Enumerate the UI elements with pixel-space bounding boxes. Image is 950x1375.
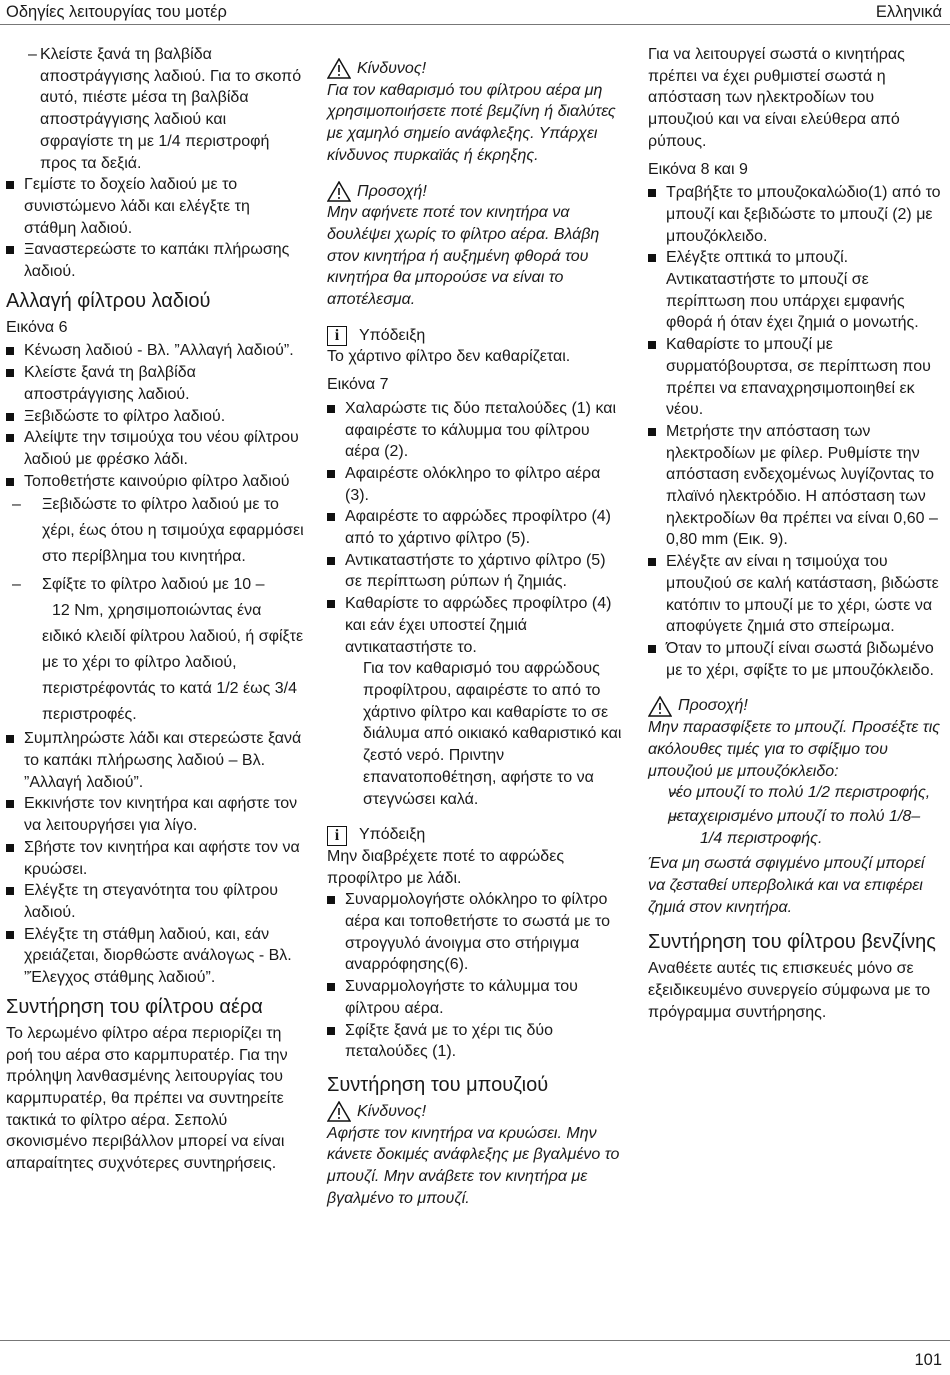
warning-triangle-icon [327, 181, 351, 202]
figure-ref: Εικόνα 8 και 9 [648, 160, 748, 178]
bullet-item: Συμπληρώστε λάδι και στερεώστε ξανά το καπάκι πλήρωσης λαδιού – Βλ. ”Αλλαγή λαδιού”. [6, 728, 304, 793]
warning-title [327, 58, 625, 80]
note-title [327, 824, 625, 846]
warning-text: Για τον καθαρισμό του φίλτρου αέρα μη χρησιμοποιήσετε ποτέ βεμζίνη ή διαλύτες με χαμηλό σημείο ανάφλεξης. Υπάρχει κίνδυνος πυρκαϊάς ή έκρηξης. [327, 81, 616, 164]
bullet-item: Συναρμολογήστε το κάλυμμα του φίλτρου αέρα. [327, 976, 625, 1019]
note-text: Το χάρτινο φίλτρο δεν καθαρίζεται. [327, 348, 571, 366]
header-title: Οδηγίες λειτουργίας του μοτέρ [6, 3, 227, 21]
bullet-item: Τραβήξτε το μπουζοκαλώδιο(1) από το μπουζί και ξεβιδώστε το μπουζί (2) με μπουζόκλειδο. [648, 182, 944, 247]
section-heading-spark-plug: Συντήρηση του μπουζιού [327, 1073, 549, 1096]
bullet-item: Αφαιρέστε ολόκληρο το φίλτρο αέρα (3). [327, 463, 625, 506]
warning-text: Μην αφήνετε ποτέ τον κινητήρα να δουλέψει χωρίς το φίλτρο αέρα. Βλάβη στον κινητήρα ή αυξημένη φθορά του κινητήρα θα μπορούσε να είναι το αποτέλεσμα. [327, 204, 600, 309]
warning-text: Αφήστε τον κινητήρα να κρυώσει. Μην κάνετε δοκιμές ανάφλεξης με βγαλμένο το μπουζί. Μην ανάβετε τον κινητήρα με βγαλμένο το μπουζί. [327, 1124, 620, 1207]
bullet-item: Συναρμολογήστε ολόκληρο το φίλτρο αέρα και τοποθετήστε το σωστά με το στρογγυλό άνοιγμα στο στήριγμα αναρρόφησης(6). [327, 889, 625, 976]
warning-title-text: Προσοχή! [357, 182, 427, 200]
indented-paragraph: Για τον καθαρισμό του αφρώδους προφίλτρου, αφαιρέστε το από το χάρτινο φίλτρο και καθαρίστε το σε διάλυμα από οικιακό καθαριστικό και ζεστό νερό. Πριντην επανατοποθέτηση, αφήστε το να στεγνώσει καλά. [363, 660, 622, 808]
warning-text: Ένα μη σωστά σφιγμένο μπουζί μπορεί να ζεσταθεί υπερβολικά και να επιφέρει ζημιά στον κινητήρα. [648, 855, 925, 916]
bullet-item: Κένωση λαδιού - Βλ. ”Αλλαγή λαδιού”. [6, 340, 304, 362]
bullet-item: Όταν το μπουζί είναι σωστά βιδωμένο με το χέρι, σφίξτε το με μπουζόκλειδο. [648, 638, 944, 681]
header-rule [0, 24, 950, 25]
bullet-item: Αφαιρέστε το αφρώδες προφίλτρο (4) από το χάρτινο φίλτρο (5). [327, 506, 625, 549]
footer-rule [0, 1340, 950, 1341]
figure-ref: Εικόνα 7 [327, 376, 389, 394]
bullet-item: Καθαρίστε το μπουζί με συρματόβουρτσα, σε περίπτωση που πρέπει να επαναχρησιμοποιηθεί εκ νέου. [648, 334, 944, 421]
bullet-item: Ελέγξτε αν είναι η τσιμούχα του μπουζιού σε καλή κατάσταση, βιδώστε κατόπιν το μπουζί με το χέρι, ώστε να αποφύγετε ζημιά στο σπείρωμα. [648, 551, 944, 638]
warning-title-text: Κίνδυνος! [357, 1102, 427, 1120]
warning-title-text: Προσοχή! [678, 697, 748, 715]
dash-item-continued: 1/4 περιστροφής. [700, 829, 823, 847]
warning-triangle-icon [327, 1101, 351, 1122]
warning-triangle-icon [648, 696, 672, 717]
bullet-item: Αλείψτε την τσιμούχα του νέου φίλτρου λαδιού με φρέσκο λάδι. [6, 427, 304, 470]
warning-title [648, 695, 944, 717]
section-heading-air-filter: Συντήρηση του φίλτρου αέρα [6, 995, 263, 1018]
bullet-item: Σβήστε τον κινητήρα και αφήστε τον να κρυώσει. [6, 837, 304, 880]
note-text: Μην διαβρέχετε ποτέ το αφρώδες προφίλτρο με λάδι. [327, 847, 565, 887]
note-title-text: Υπόδειξη [359, 326, 426, 344]
dash-item-continued: 12 Nm, χρησιμοποιώντας ένα ειδικό κλειδί φίλτρου λαδιού, ή σφίξτε με το χέρι το φίλτρο λαδιού, περιστρέφοντάς το κατά 1/2 έως 3/4 περιστροφές. [42, 602, 304, 724]
bullet-item: Σφίξτε ξανά με το χέρι τις δύο πεταλούδες (1). [327, 1020, 625, 1063]
warning-title [327, 181, 625, 203]
section-heading-oil-filter: Αλλαγή φίλτρου λαδιού [6, 289, 211, 312]
bullet-item: Γεμίστε το δοχείο λαδιού με το συνιστώμενο λάδι και ελέγξτε τη στάθμη λαδιού. [6, 174, 304, 239]
note-title-text: Υπόδειξη [359, 826, 426, 844]
bullet-item: Κλείστε ξανά τη βαλβίδα αποστράγγισης λαδιού. [6, 362, 304, 405]
bullet-item: Ξεβιδώστε το φίλτρο λαδιού. [6, 406, 304, 428]
bullet-item: Ελέγξτε τη στεγανότητα του φίλτρου λαδιού. [6, 880, 304, 923]
bullet-item: Ελέγξτε τη στάθμη λαδιού, και, εάν χρειάζεται, διορθώστε ανάλογως - Βλ. ”Έλεγχος στάθμης λαδιού”. [6, 924, 304, 989]
info-icon: i [327, 826, 347, 846]
note-title [327, 325, 625, 347]
warning-title [327, 1101, 625, 1123]
warning-triangle-icon [327, 58, 351, 79]
info-icon: i [327, 326, 347, 346]
column-1 [6, 44, 304, 1175]
bullet-item: Αντικαταστήστε το χάρτινο φίλτρο (5) σε περίπτωση ρύπων ή ζημιάς. [327, 550, 625, 593]
section-heading-fuel-filter: Συντήρηση του φίλτρου βενζίνης [648, 931, 936, 954]
bullet-item: Μετρήστε την απόσταση των ηλεκτροδίων με φίλερ. Ρυθμίστε την απόσταση ενδεχομένως λυγίζοντας το πλαϊνό ηλεκτρόδιο. Η απόσταση των ηλεκτροδίων θα πρέπει να είναι 0,60 – 0,80 mm (Εικ. 9). [648, 421, 944, 551]
warning-title-text: Κίνδυνος! [357, 60, 427, 77]
dash-item: – μεταχειρισμένο μπουζί το πολύ 1/8– [648, 806, 944, 828]
dash-item: – Ξεβιδώστε το φίλτρο λαδιού με το χέρι, έως ότου η τσιμούχα εφαρμόσει στο περίβλημα του κινητήρα. [6, 492, 304, 570]
header-language: Ελληνικά [875, 3, 942, 21]
figure-ref: Εικόνα 6 [6, 318, 68, 336]
bullet-item: Εκκινήστε τον κινητήρα και αφήστε τον να λειτουργήσει για λίγο. [6, 793, 304, 836]
page-header [0, 0, 950, 24]
dash-item: – νέο μπουζί το πολύ 1/2 περιστροφής, [648, 782, 944, 804]
page-number: 101 [914, 1351, 942, 1369]
paragraph: Αναθέετε αυτές τις επισκευές μόνο σε εξειδικευμένο συνεργείο σύμφωνα με το πρόγραμμα συντήρησης. [648, 960, 931, 1021]
paragraph: Το λερωμένο φίλτρο αέρα περιορίζει τη ροή του αέρα στο καρμπυρατέρ. Για την πρόληψη λανθασμένης λειτουργίας του καρμπυρατέρ, θα πρέπει να συντηρείτε τακτικά το φίλτρο αέρα. Σεπολύ σκονισμένο περιβάλλον μπορεί να είναι απαραίτητες συχνότερες συντηρήσεις. [6, 1024, 288, 1173]
paragraph: Για να λειτουργεί σωστά ο κινητήρας πρέπει να έχει ρυθμιστεί σωστά η απόσταση των ηλεκτροδίων του μπουζιού και να είναι ελεύθερα από ρύπους. [648, 46, 905, 150]
warning-text: Μην παρασφίξετε το μπουζί. Προσέξτε τις ακόλουθες τιμές για το σφίξιμο του μπουζιού με μπουζόκλειδο: [648, 719, 941, 780]
column-3 [648, 44, 944, 1024]
bullet-item: Ξαναστερεώστε το καπάκι πλήρωσης λαδιού. [6, 239, 304, 282]
dash-item: – Σφίξτε το φίλτρο λαδιού με 10 – [6, 572, 304, 598]
bullet-item: Χαλαρώστε τις δύο πεταλούδες (1) και αφαιρέστε το κάλυμμα του φίλτρου αέρα (2). [327, 398, 625, 463]
column-2 [327, 58, 625, 1209]
bullet-item: Τοποθετήστε καινούριο φίλτρο λαδιού [6, 471, 304, 493]
bullet-item: Καθαρίστε το αφρώδες προφίλτρο (4) και εάν έχει υποστεί ζημιά αντικαταστήστε το. [327, 593, 625, 658]
dash-item: – Κλείστε ξανά τη βαλβίδα αποστράγγισης λαδιού. Για το σκοπό αυτό, πιέστε μέσα τη βαλβίδα αποστράγγισης λαδιού και σφραγίστε τη με 1/4 περιστροφή προς τα δεξιά. [6, 44, 304, 174]
bullet-item: Ελέγξτε οπτικά το μπουζί. Αντικαταστήστε το μπουζί σε περίπτωση που υπάρχει εμφανής φθορά ή όταν έχει ζημιά ο μονωτής. [648, 247, 944, 334]
